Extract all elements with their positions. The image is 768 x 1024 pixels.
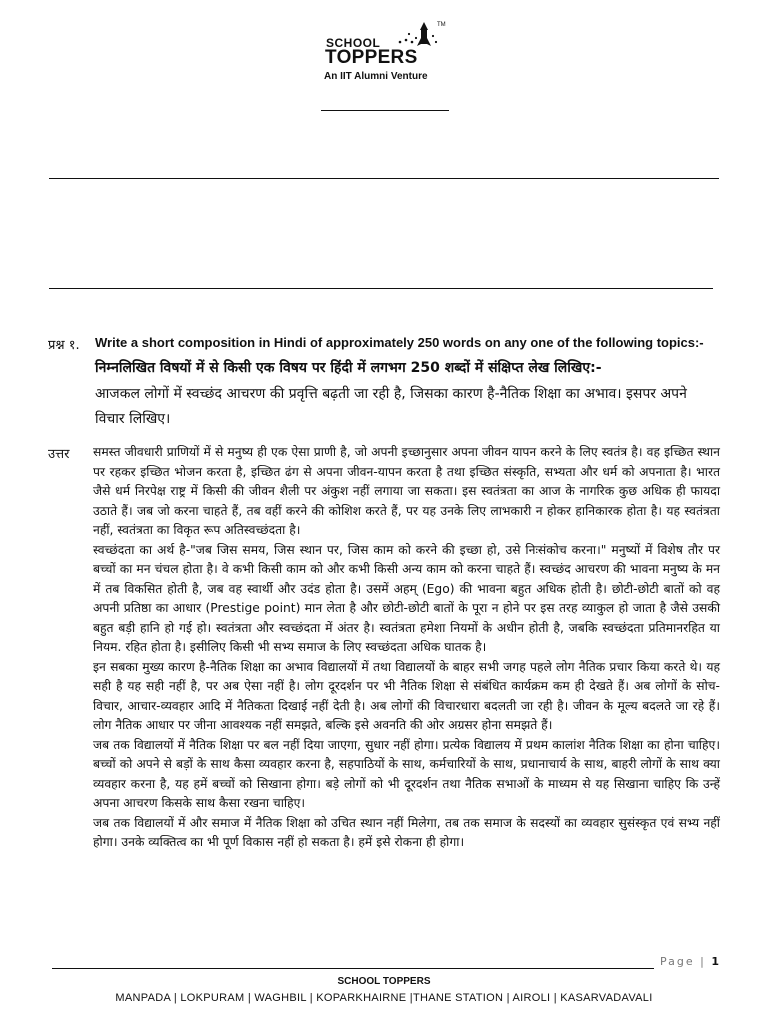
answer-paragraph: जब तक विद्यालयों में नैतिक शिक्षा पर बल नहीं दिया जाएगा, सुधार नहीं होगा। प्रत्येक विद्यालय में प्रथम कालांश नैतिक शिक्षा का होना चाहिए। बच्चों को अपने से बड़ों के साथ कैसा व्यवहार करना है, सहपाठियों के साथ, कर्मचारियों के साथ, प्रधानाचार्य के साथ, बाहरी लोगों के साथ क्या व्यवहार करना है, यह हमें बच्चों को सिखाना होगा। बड़े लोगों को भी दूरदर्शन तथा नैतिक सभाओं के माध्यम से यह सिखाना चाहिए कि उन्हें अपना आचरण किसके साथ कैसा रखना चाहिए। (93, 737, 720, 810)
logo-tagline: An IIT Alumni Venture (324, 71, 428, 82)
answer-paragraph: समस्त जीवधारी प्राणियों में से मनुष्य ही एक ऐसा प्राणी है, जो अपनी इच्छानुसार अपना जीवन यापन करने के लिए स्वतंत्र है। वह इच्छित स्थान पर रहकर इच्छित भोजन करता है, इच्छित ढंग से अपना जीवन-यापन करता है तथा इच्छित संस्कृति, सभ्यता और धर्म को अपनाता है। भारत जैसे धर्म निरपेक्ष राष्ट्र में किसी की जीवन शैली पर अंकुश नहीं लगाया जा सकता। इस स्वतंत्रता का आज के नागरिक कुछ अधिक ही फायदा उठाते हैं। जब जो करना चाहते हैं, तब वहीं करने की कोशिश करते हैं, पर यह उनके लिए लाभकारी न होकर हानिकारक होता है। यह स्वतंत्रता नहीं, स्वतंत्रता का विकृत रूप अतिस्वच्छंदता है। (93, 445, 720, 537)
logo (316, 20, 452, 86)
logo-line1: SCHOOL (326, 36, 381, 50)
trademark: TM (437, 22, 446, 28)
footer-title: SCHOOL TOPPERS (337, 976, 431, 987)
header-rule-top (49, 178, 719, 179)
footer-rule (52, 968, 654, 969)
answer-label: उत्तर (48, 447, 70, 462)
page-indicator: Page | 1 (660, 955, 719, 968)
rocket-icon (394, 20, 438, 50)
answer-body (93, 443, 720, 853)
question-title-hindi: निम्नलिखित विषयों में से किसी एक विषय पर हिंदी में लगभग 250 शब्दों में संक्षिप्त लेख लिखिए:- (95, 360, 602, 376)
question-title-english: Write a short composition in Hindi of approximately 250 words on any one of the following topics:- (95, 335, 704, 350)
header-rule-bottom (49, 288, 713, 289)
page-word: Page (660, 955, 695, 968)
footer-locations: MANPADA | LOKPURAM | WAGHBIL | KOPARKHAIRNE |THANE STATION | AIROLI | KASARVADAVALI (115, 992, 653, 1004)
answer-paragraph: स्वच्छंदता का अर्थ है-"जब जिस समय, जिस स्थान पर, जिस काम को करने की इच्छा हो, उसे निःसंकोच करना।" मनुष्यों में विशेष तौर पर बच्चों का मन चंचल होता है। वे कभी किसी काम को और कभी किसी अन्य काम को करना चाहते हैं। स्वच्छंद आचरण की भावना मनुष्य के मन में तब विकसित होती है, जब वह स्वार्थी और उदंड होता है। उसमें अहम् (Ego) की भावना बहुत अधिक होती है। छोटी-छोटी बातों को वह अपनी प्रतिष्ठा का आधार (Prestige point) मान लेता है और छोटी-छोटी बातों के पूरा न होने पर इस तरह व्याकुल हो जाता है जैसे उसकी बहुत बड़ी हानि हो गई हो। स्वतंत्रता और स्वच्छंदता में अंतर है। स्वतंत्रता हमेशा नियमों के अधीन होती है, जबकि स्वच्छंदता प्रतिमानरहित या नियम. रहित होता है। इसीलिए किसी भी सभ्य समाज के लिए स्वच्छंदता अधिक घातक है। (93, 542, 720, 654)
page-number: 1 (711, 955, 719, 968)
logo-underline (321, 110, 449, 111)
question-topic: आजकल लोगों में स्वच्छंद आचरण की प्रवृत्ति बढ़ती जा रही है, जिसका कारण है-नैतिक शिक्षा का अभाव। इसपर अपने विचार लिखिए। (95, 386, 687, 427)
answer-paragraph: जब तक विद्यालयों में और समाज में नैतिक शिक्षा को उचित स्थान नहीं मिलेगा, तब तक समाज के सदस्यों का व्यवहार सुसंस्कृत एवं सभ्य नहीं होगा। उनके व्यक्तित्व का भी पूर्ण विकास नहीं हो सकता है। हमें इसे रोकना ही होगा। (93, 815, 720, 849)
logo-line2: TOPPERS (325, 47, 418, 68)
answer-paragraph: इन सबका मुख्य कारण है-नैतिक शिक्षा का अभाव विद्यालयों में तथा विद्यालयों के बाहर सभी जगह पहले लोग नैतिक प्रचार किया करते थे। यह सही है यह सही नहीं है, पर अब ऐसा नहीं है। लोग दूरदर्शन पर भी नैतिक शिक्षा से संबंधित कार्यक्रम कम ही देखते हैं। अब लोगों के सोच-विचार, आचार-व्यवहार आदि में नैतिकता दिखाई नहीं देती है। अब लोगों की विचारधारा बदलती जा रही है। जीवन के मूल्य बदलते जा रहे हैं। लोग नैतिक आधार पर जीना आवश्यक नहीं समझते, बल्कि इसे अवनति की ओर अग्रसर होना समझते हैं। (93, 659, 720, 732)
question-label: प्रश्न १. (48, 338, 80, 353)
